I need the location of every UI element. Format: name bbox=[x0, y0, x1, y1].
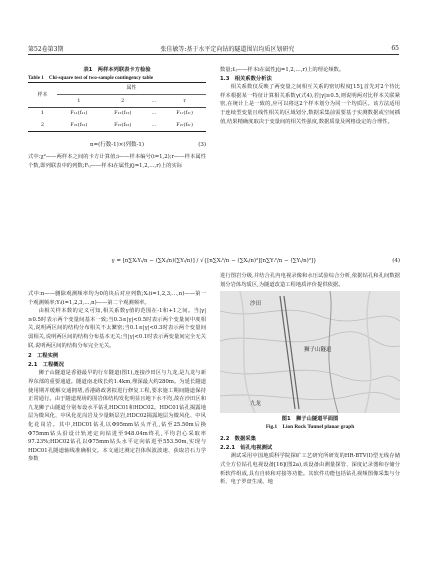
table-cell: F₂₁(f₂₁) bbox=[57, 119, 101, 131]
article-running-title: 张佳敏等:基于水平定向钻的隧道围岩均质区划研究 bbox=[160, 45, 295, 53]
left-column-lower bbox=[28, 290, 206, 464]
table-cell: F₁₁(f₁₁) bbox=[70, 110, 88, 117]
table-header-sample: 样本 bbox=[28, 83, 57, 108]
table-col-head: 1 bbox=[57, 95, 101, 107]
right-column bbox=[220, 66, 400, 126]
paragraph: 数量;fᵢⱼ——样本i在属性j(j=1,2,…,r)上的理论频数。 bbox=[220, 67, 345, 73]
paragraph: 式中:χ²——两样本之间的卡方计算值;i——样本编号(i=1,2);r——样本属性个数,即列联表中的列数;Fᵢⱼ——样本i在属性j(j=1,2,…,r)上的实际 bbox=[28, 154, 206, 169]
table1-caption-en: Table 1 Chi-square test of two-sample contingency table bbox=[28, 75, 154, 81]
figure1-caption-en: Fig.1 Lion Rock Tunnel planar graph bbox=[265, 424, 355, 431]
paragraph: 狮子山隧道是香港最早的行车隧道(图1),连接沙田区与九龙,是九龙与新界东部的重要通道。隧道南北线长约1.4km,埋深最大约280m。为延长隧道使用期并缓解交通拥堵,香港路政署拟进行修复工程,要求施工期间隧道保持正常通行。由于隧道现场的围岩体结构发化明显且地下水不均,故在沙田区和九龙狮子山隧道分别布设水平钻孔HDC01和HDC02。HDC01钻孔揭露地层为微风化、中风化花岗岩及少量断层岩,HDC02揭露地层为微风化、中风化花岗岩。其中,HDC01钻孔以Φ95mm钻头开孔,钻至25.50m后换Φ75mm钻头沿设计轨迹定向钻进至948.04m终孔,平均岩心采取率97.23%;HDC02钻孔以Φ75mm钻头水平定向钻进至553.50m,实现与HDC01孔隧道轴线准确相交。本文通过测定岩体纵波波速、获取岩石力学参数 bbox=[28, 370, 206, 463]
table-cell: F₂ᵣ(f₂ᵣ) bbox=[163, 119, 206, 131]
table-cell: F₂₂(f₂₂) bbox=[101, 119, 145, 131]
map-label-tunnel: 狮子山隧道 bbox=[304, 347, 332, 354]
table-cell: 1 bbox=[40, 110, 45, 117]
figure1-caption-cn: 图1 狮子山隧道平面图 bbox=[281, 416, 339, 423]
right-column-mid bbox=[220, 272, 400, 487]
contingency-table bbox=[28, 82, 206, 132]
paragraph: 进行图岩分级,并结合孔内电视录像和水压试验综合分析,依据钻孔和孔间数据划分岩体均质区,为隧道改造工程地质评价提供依据。 bbox=[220, 273, 400, 288]
paragraph: 式中:n——删除观测频率均为0的块后对应列数;Xᵢ(i=1,2,3,…,n)——第一个观测频率;Yᵢ(i=1,2,3,…,n)——第二个观测频率。 bbox=[28, 291, 206, 306]
table-col-head: r bbox=[163, 95, 206, 107]
table-cell: … bbox=[145, 119, 164, 131]
subsection-heading: 2.1 工程概况 bbox=[28, 361, 64, 368]
table-col-head: 2 bbox=[101, 95, 145, 107]
topographic-map bbox=[220, 291, 400, 413]
table-header-attr: 属性 bbox=[57, 83, 206, 95]
subsection-heading: 2.2.1 钻孔电视测试 bbox=[220, 444, 273, 451]
map-label-north: 沙田 bbox=[250, 301, 262, 308]
table-cell: … bbox=[151, 110, 157, 117]
section-heading: 2 工程实例 bbox=[28, 353, 59, 360]
journal-volume: 第52卷第3期 bbox=[28, 45, 64, 53]
map-label-south: 九龙 bbox=[250, 401, 262, 408]
paragraph: 由相关样本数的定义可知,相关系数γ值的范围在-1和+1之间。当|γ|≥0.5时表示两个变量间基本一致;当0.3≤|γ|<0.5时表示两个变量间中度相关,说明两区间的结构分布相关不太繁密;当0.1≤|γ|<0.3时表示两个变量间弱相关,说明两区间的结构分布基本无关;当|γ|<0.1时表示两变量间完全无关联,说明两区间的结构分布完全无关。 bbox=[28, 308, 206, 349]
paragraph: 测试采用中国地质科学院探矿工艺研究所研发的HR-BTV(I)型无线存储式全方位钻孔电视设备[16](图2a),该设备由测量探管、深度记录器和存储分析软件组成,具有自转和对接等功能。其软件功能包括钻孔视频图像采集与分析、电子罗盘生成、地 bbox=[220, 453, 400, 486]
equation-3: n=(行数-1)×(列数-1) (3) bbox=[89, 141, 206, 148]
page-number: 65 bbox=[391, 44, 399, 52]
table1-caption-cn: 表1 两样本列联表卡方检验 bbox=[83, 67, 151, 73]
subsection-heading: 2.2 数据采集 bbox=[220, 436, 256, 443]
table-cell: 2 bbox=[28, 119, 57, 131]
tunnel-map-figure bbox=[220, 291, 400, 413]
left-column bbox=[28, 66, 206, 170]
running-header bbox=[28, 42, 399, 55]
paragraph: 相关系数仅反映了两变量之间相互关系的密切程度[15],首先对2个待比样本根据某一特征计算相关系数γ(式4),若|γ|≥0.5,则说明两对比样本关联紧密,在统计上是一致的,应可以将这2个样本划分为同一个均质区。该方法适用于连续型变量且线性相关的区域划分,数据采集前需要基于实测数据或空间插值,结果精确度取决于变量间的相关性强度,数据质量及网格设定的合理性。 bbox=[220, 84, 400, 125]
subsection-heading: 1.3 相关系数分析法 bbox=[220, 75, 272, 82]
equation-4: γ = [n∑XᵢYᵢ/n − (∑Xᵢ/n)(∑Yᵢ/n)] / √{[n∑Xᵢ²/n − (∑Xᵢ/n)²][n∑Yᵢ²/n − (∑Yᵢ/n)²]} (4) bbox=[111, 258, 400, 264]
table-cell: F₁₂(f₁₂) bbox=[114, 110, 132, 117]
table-col-head: … bbox=[145, 95, 164, 107]
table-cell: F₁ᵣ(f₁ᵣ) bbox=[176, 110, 193, 117]
